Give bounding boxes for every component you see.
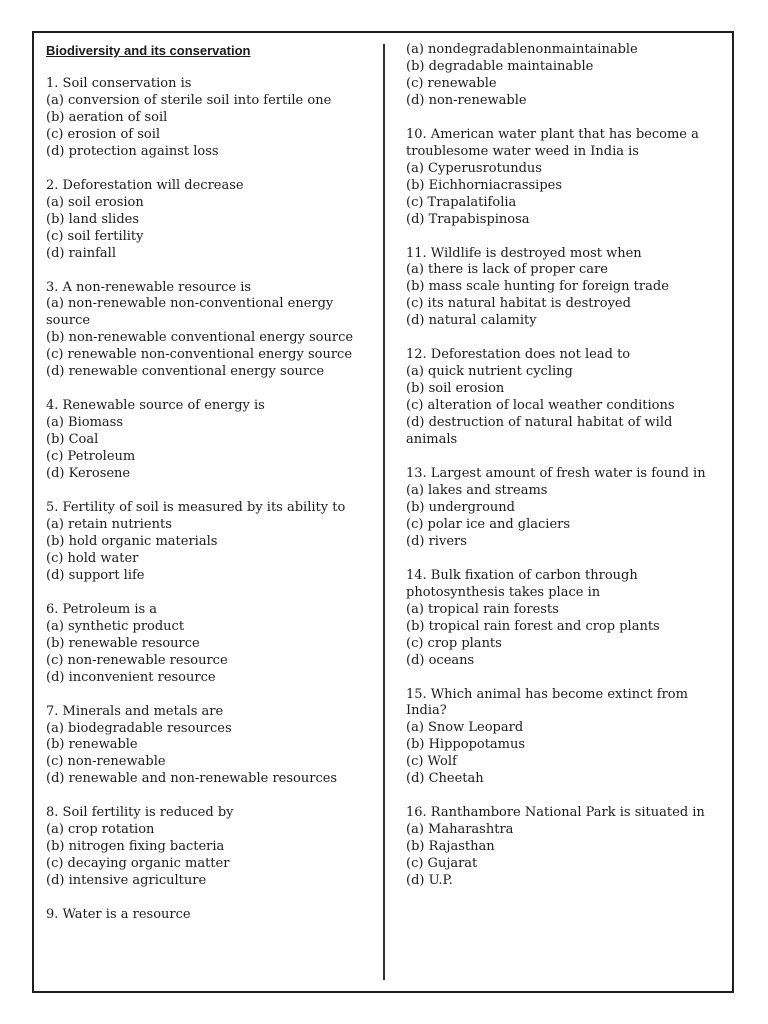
answer-option: (a) biodegradable resources bbox=[46, 720, 232, 736]
answer-option: (d) intensive agriculture bbox=[46, 873, 207, 889]
page-title: Biodiversity and its conservation bbox=[46, 43, 251, 58]
answer-option: (c) non-renewable resource bbox=[46, 652, 228, 668]
question-stem: 10. American water plant that has become a troublesome water weed in India is bbox=[406, 126, 699, 159]
answer-option: (c) renewable non-conventional energy source bbox=[46, 347, 353, 363]
question-block bbox=[46, 178, 376, 263]
answer-option: (c) Gujarat bbox=[406, 856, 478, 872]
question-block bbox=[46, 704, 376, 789]
question-block bbox=[406, 805, 726, 890]
question-stem: 8. Soil fertility is reduced by bbox=[46, 805, 234, 821]
answer-option: (b) nitrogen fixing bacteria bbox=[46, 839, 225, 855]
answer-option: (a) crop rotation bbox=[46, 822, 155, 838]
question-block bbox=[46, 805, 376, 890]
question-stem: 3. A non-renewable resource is bbox=[46, 279, 252, 295]
answer-option: (a) retain nutrients bbox=[46, 516, 172, 532]
left-column bbox=[46, 42, 376, 941]
question-stem: 2. Deforestation will decrease bbox=[46, 177, 244, 193]
answer-option: (a) conversion of sterile soil into fertile one bbox=[46, 92, 332, 108]
answer-option: (a) Cyperusrotundus bbox=[406, 160, 542, 176]
answer-option: (c) decaying organic matter bbox=[46, 856, 230, 872]
question-block bbox=[46, 602, 376, 687]
right-question-list bbox=[406, 127, 726, 890]
question-block bbox=[406, 466, 726, 551]
question-stem: 12. Deforestation does not lead to bbox=[406, 347, 631, 363]
answer-option: (d) inconvenient resource bbox=[46, 669, 216, 685]
answer-option: (a) tropical rain forests bbox=[406, 601, 559, 617]
question-stem: 5. Fertility of soil is measured by its ability to bbox=[46, 500, 346, 516]
answer-option: (a) Maharashtra bbox=[406, 822, 514, 838]
answer-option: (d) U.P. bbox=[406, 873, 453, 889]
answer-option: (c) Wolf bbox=[406, 754, 457, 770]
answer-option: (d) protection against loss bbox=[46, 143, 219, 159]
question-stem: 14. Bulk fixation of carbon through photosynthesis takes place in bbox=[406, 567, 638, 600]
answer-option: (d) support life bbox=[46, 567, 145, 583]
answer-option: (a) synthetic product bbox=[46, 618, 185, 634]
question-block bbox=[406, 568, 726, 670]
answer-option: (b) Hippopotamus bbox=[406, 737, 526, 753]
answer-option: (b) renewable resource bbox=[46, 635, 200, 651]
answer-option: (b) renewable bbox=[46, 737, 138, 753]
answer-option: (a) there is lack of proper care bbox=[406, 262, 608, 278]
answer-option: (b) underground bbox=[406, 499, 516, 515]
answer-option: (c) Petroleum bbox=[46, 449, 136, 465]
answer-option: (b) degradable maintainable bbox=[406, 58, 594, 74]
answer-option: (a) lakes and streams bbox=[406, 482, 548, 498]
question-block bbox=[46, 280, 376, 382]
answer-option: (a) Biomass bbox=[46, 415, 123, 431]
answer-option: (c) renewable bbox=[406, 75, 497, 91]
answer-option: (a) non-renewable non-conventional energy source bbox=[46, 296, 334, 329]
answer-option: (c) alteration of local weather conditions bbox=[406, 398, 675, 414]
answer-option: (b) Coal bbox=[46, 432, 99, 448]
question-stem: 4. Renewable source of energy is bbox=[46, 398, 265, 414]
answer-option: (a) nondegradablenonmaintainable bbox=[406, 42, 638, 57]
question-stem: 7. Minerals and metals are bbox=[46, 703, 224, 719]
answer-option: (a) quick nutrient cycling bbox=[406, 364, 573, 380]
right-column bbox=[406, 42, 726, 907]
question-block bbox=[46, 500, 376, 585]
answer-option: (d) oceans bbox=[406, 652, 475, 668]
answer-option: (d) non-renewable bbox=[406, 92, 527, 108]
answer-option: (d) Kerosene bbox=[46, 466, 131, 482]
question-block bbox=[406, 347, 726, 449]
question-block bbox=[406, 246, 726, 331]
question-block bbox=[406, 687, 726, 789]
question-stem: 6. Petroleum is a bbox=[46, 601, 158, 617]
answer-option: (b) land slides bbox=[46, 211, 140, 227]
question-9-options-continued bbox=[406, 42, 726, 110]
question-block bbox=[46, 76, 376, 161]
answer-option: (b) aeration of soil bbox=[46, 109, 168, 125]
answer-option: (d) rainfall bbox=[46, 245, 116, 261]
question-block bbox=[46, 398, 376, 483]
answer-option: (a) soil erosion bbox=[46, 194, 144, 210]
answer-option: (b) non-renewable conventional energy source bbox=[46, 330, 354, 346]
question-stem: 15. Which animal has become extinct from India? bbox=[406, 686, 688, 719]
question-block bbox=[406, 127, 726, 229]
question-stem: 1. Soil conservation is bbox=[46, 76, 192, 91]
answer-option: (b) Eichhorniacrassipes bbox=[406, 177, 563, 193]
question-stem: 9. Water is a resource bbox=[46, 907, 191, 923]
answer-option: (c) non-renewable bbox=[46, 754, 166, 770]
question-stem: 11. Wildlife is destroyed most when bbox=[406, 245, 642, 261]
answer-option: (d) destruction of natural habitat of wild animals bbox=[406, 415, 673, 448]
answer-option: (c) its natural habitat is destroyed bbox=[406, 296, 631, 312]
answer-option: (c) crop plants bbox=[406, 635, 502, 651]
answer-option: (b) hold organic materials bbox=[46, 533, 218, 549]
answer-option: (c) polar ice and glaciers bbox=[406, 516, 571, 532]
answer-option: (b) soil erosion bbox=[406, 381, 505, 397]
column-divider bbox=[383, 44, 385, 980]
answer-option: (d) renewable conventional energy source bbox=[46, 364, 325, 380]
answer-option: (d) renewable and non-renewable resources bbox=[46, 771, 338, 787]
answer-option: (c) Trapalatifolia bbox=[406, 194, 517, 210]
answer-option: (c) soil fertility bbox=[46, 228, 144, 244]
answer-option: (a) Snow Leopard bbox=[406, 720, 524, 736]
answer-option: (b) mass scale hunting for foreign trade bbox=[406, 279, 669, 295]
answer-option: (d) Cheetah bbox=[406, 771, 484, 787]
question-block bbox=[46, 907, 376, 924]
answer-option: (b) tropical rain forest and crop plants bbox=[406, 618, 660, 634]
answer-option: (b) Rajasthan bbox=[406, 839, 495, 855]
question-stem: 13. Largest amount of fresh water is found in bbox=[406, 466, 706, 482]
answer-option: (c) erosion of soil bbox=[46, 126, 161, 142]
answer-option: (d) natural calamity bbox=[406, 313, 537, 329]
left-question-list bbox=[46, 76, 376, 924]
answer-option: (d) Trapabispinosa bbox=[406, 211, 530, 227]
answer-option: (c) hold water bbox=[46, 550, 139, 566]
question-stem: 16. Ranthambore National Park is situated in bbox=[406, 805, 705, 821]
answer-option: (d) rivers bbox=[406, 533, 467, 549]
